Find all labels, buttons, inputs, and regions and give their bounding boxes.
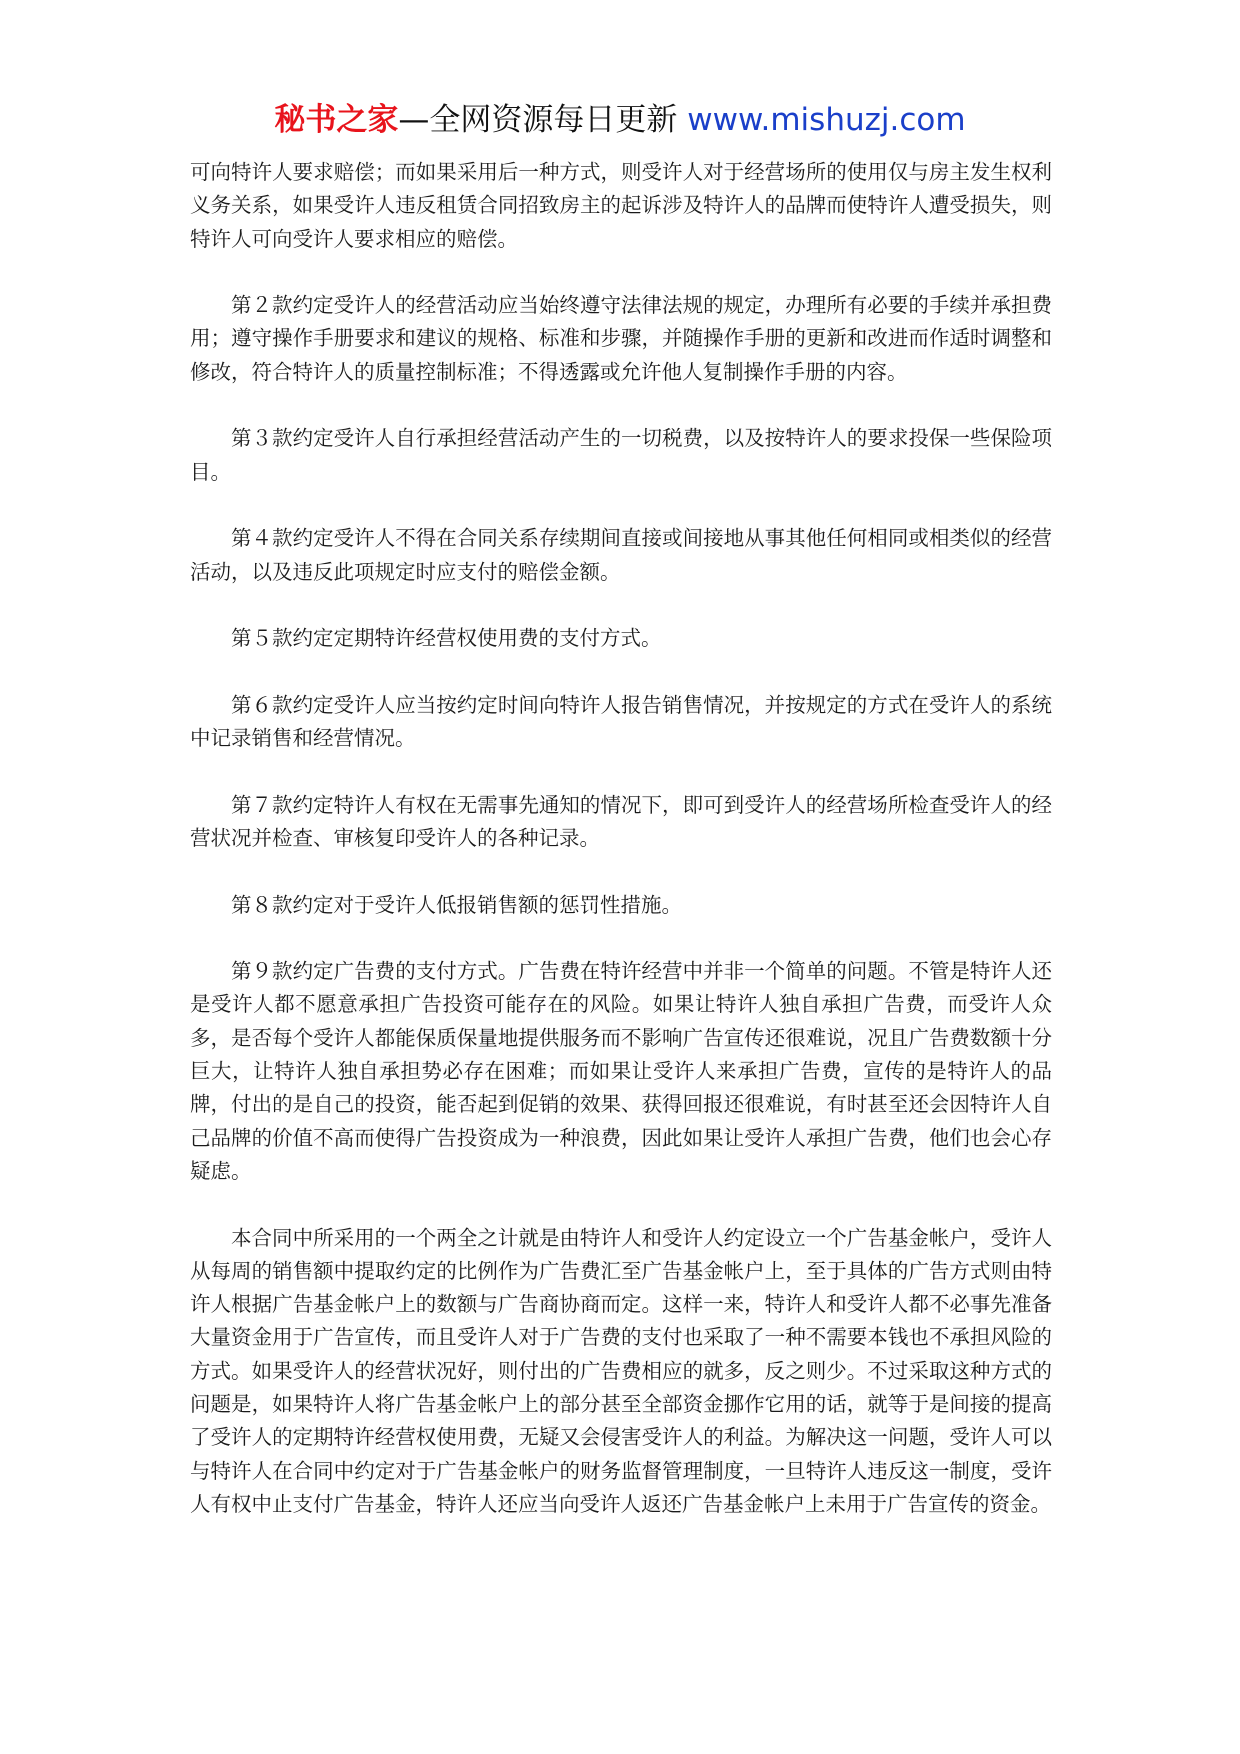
paragraph-clause-9: 第９款约定广告费的支付方式。广告费在特许经营中并非一个简单的问题。不管是特许人还是受许人都不愿意承担广告投资可能存在的风险。如果让特许人独自承担广告费，而受许人众多，是否每个受许人都能保质保量地提供服务而不影响广告宣传还很难说，况且广告费数额十分巨大，让特许人独自承担势必存在困难；而如果让受许人来承担广告费，宣传的是特许人的品牌，付出的是自己的投资，能否起到促销的效果、获得回报还很难说，有时甚至还会因特许人自己品牌的价值不高而使得广告投资成为一种浪费，因此如果让受许人承担广告费，他们也会心存疑虑。 [190,959,1052,1183]
paragraph-clause-7: 第７款约定特许人有权在无需事先通知的情况下，即可到受许人的经营场所检查受许人的经营状况并检查、审核复印受许人的各种记录。 [190,792,1052,850]
brand-name: 秘书之家 [274,102,399,138]
paragraph-ad-fund: 本合同中所采用的一个两全之计就是由特许人和受许人约定设立一个广告基金帐户，受许人从每周的销售额中提取约定的比例作为广告费汇至广告基金帐户上，至于具体的广告方式则由特许人根据广告基金帐户上的数额与广告商协商而定。这样一来，特许人和受许人都不必事先准备大量资金用于广告宣传，而且受许人对于广告费的支付也采取了一种不需要本钱也不承担风险的方式。如果受许人的经营状况好，则付出的广告费相应的就多，反之则少。不过采取这种方式的问题是，如果特许人将广告基金帐户上的部分甚至全部资金挪作它用的话，就等于是间接的提高了受许人的定期特许经营权使用费，无疑又会侵害受许人的利益。为解决这一问题，受许人可以与特许人在合同中约定对于广告基金帐户的财务监督管理制度，一旦特许人违反这一制度，受许人有权中止支付广告基金，特许人还应当向受许人返还广告基金帐户上未用于广告宣传的资金。 [190,1225,1052,1516]
paragraph-clause-2: 第２款约定受许人的经营活动应当始终遵守法律法规的规定，办理所有必要的手续并承担费用；遵守操作手册要求和建议的规格、标准和步骤，并随操作手册的更新和改进而作适时调整和修改，符合特许人的质量控制标准；不得透露或允许他人复制操作手册的内容。 [190,293,1052,384]
paragraph-clause-4: 第４款约定受许人不得在合同关系存续期间直接或间接地从事其他任何相同或相类似的经营活动，以及违反此项规定时应支付的赔偿金额。 [190,526,1052,584]
site-header [0,100,1240,140]
document-body [190,156,1052,1554]
paragraph-continued: 可向特许人要求赔偿；而如果采用后一种方式，则受许人对于经营场所的使用仅与房主发生权利义务关系，如果受许人违反租赁合同招致房主的起诉涉及特许人的品牌而使特许人遭受损失，则特许人可向受许人要求相应的赔偿。 [190,160,1052,251]
paragraph-clause-3: 第３款约定受许人自行承担经营活动产生的一切税费，以及按特许人的要求投保一些保险项目。 [190,426,1052,484]
paragraph-clause-5: 第５款约定定期特许经营权使用费的支付方式。 [231,626,662,651]
site-url-link[interactable]: www.mishuzj.com [687,102,966,138]
paragraph-clause-6: 第６款约定受许人应当按约定时间向特许人报告销售情况，并按规定的方式在受许人的系统中记录销售和经营情况。 [190,692,1052,751]
paragraph-clause-8: 第８款约定对于受许人低报销售额的惩罚性措施。 [231,892,682,917]
header-slogan: —全网资源每日更新 [398,102,688,138]
